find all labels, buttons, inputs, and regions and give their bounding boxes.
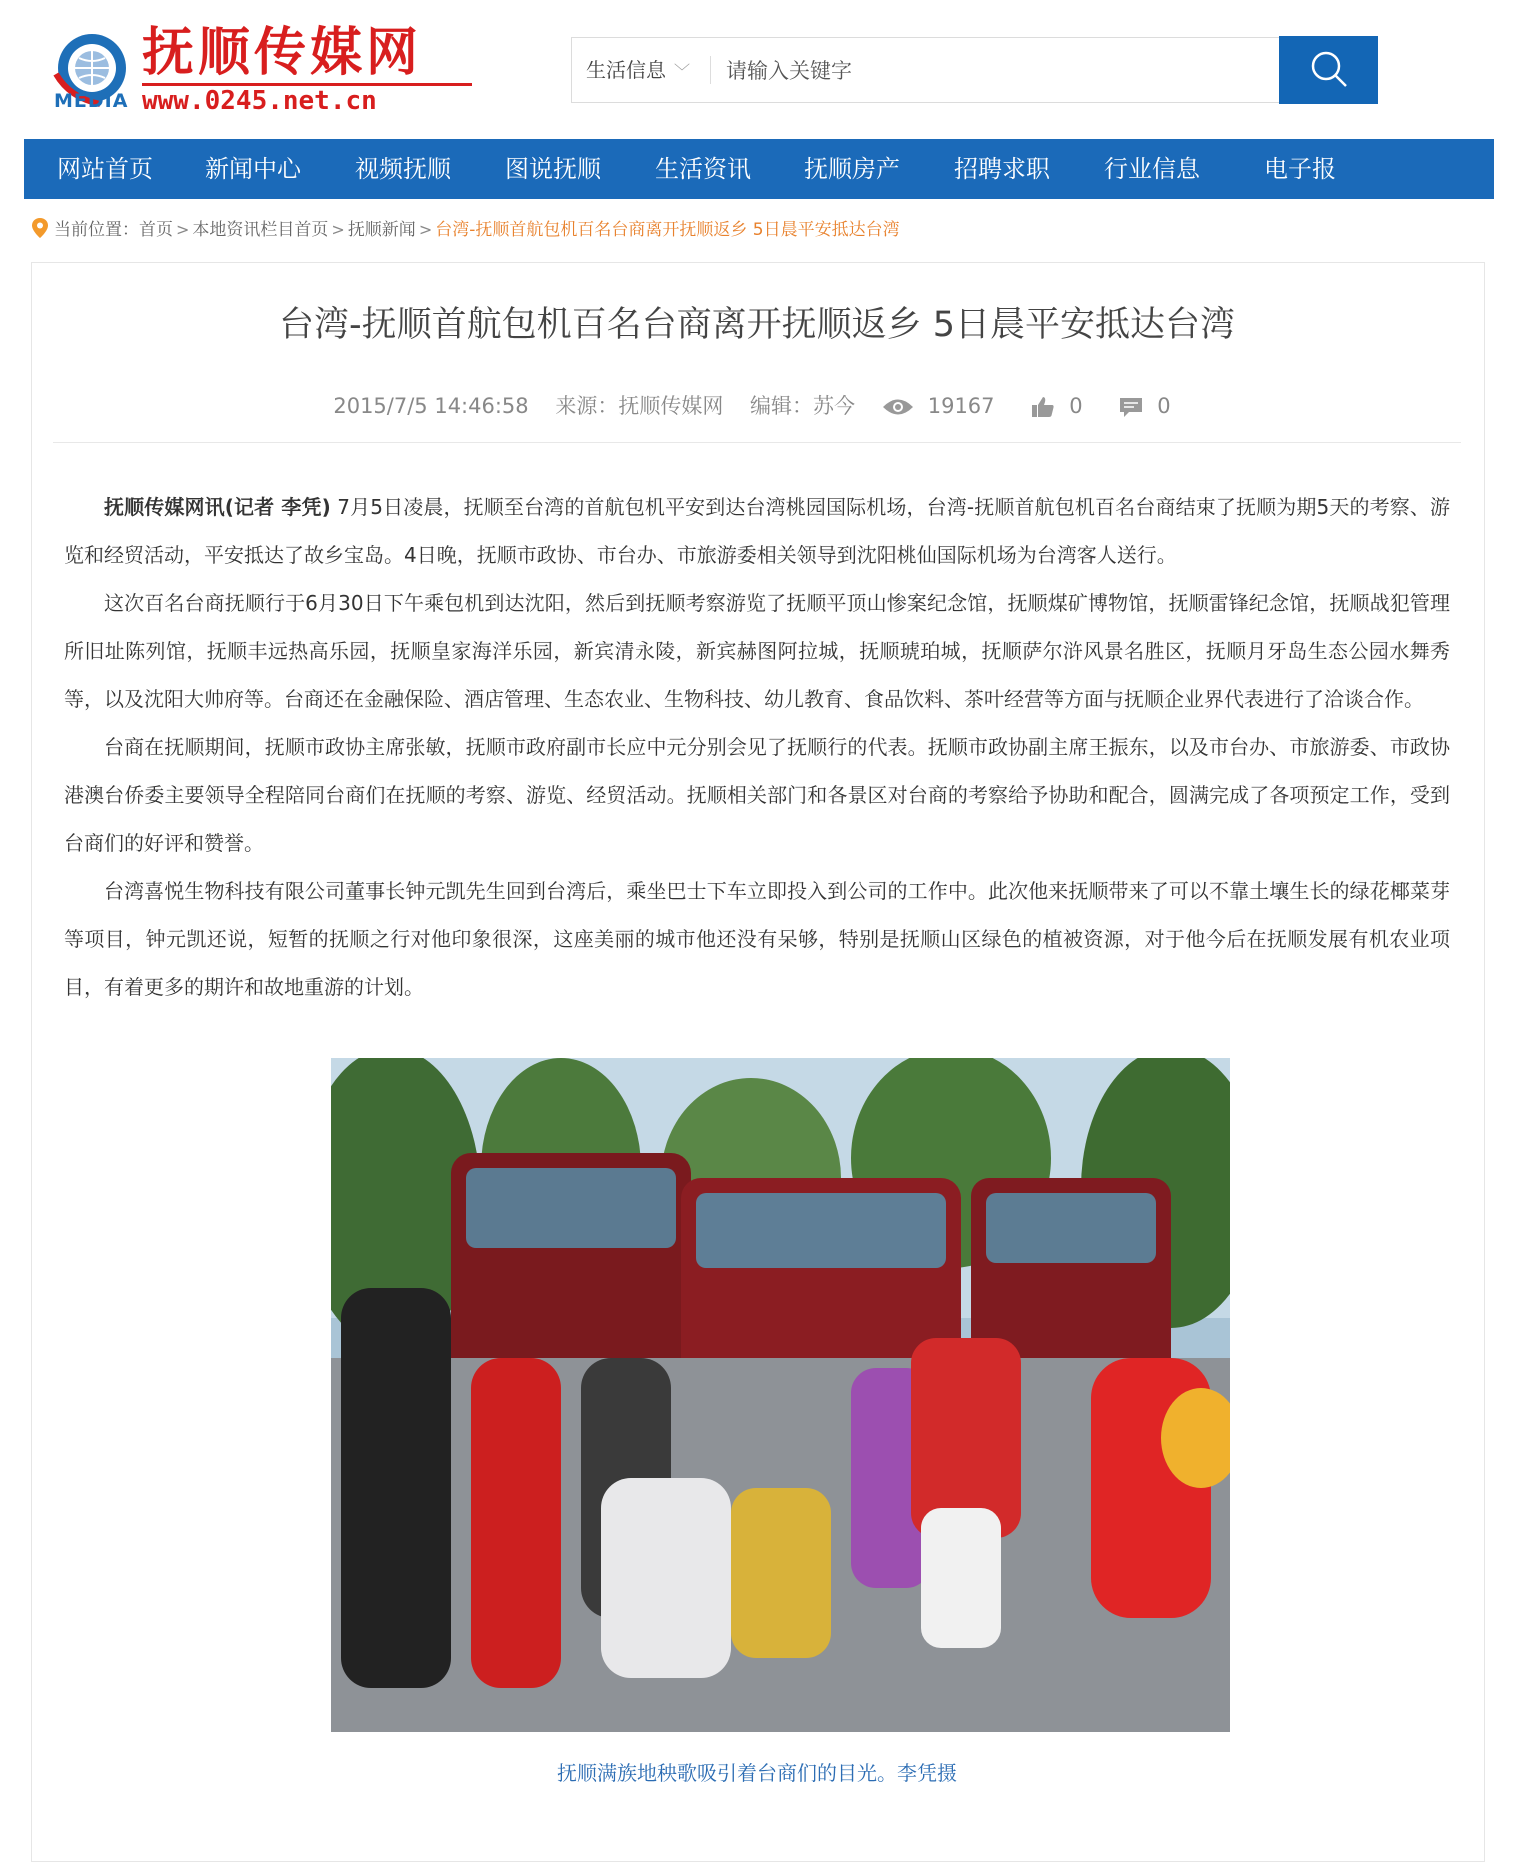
search-icon xyxy=(1309,49,1349,89)
comment-icon xyxy=(1119,396,1143,418)
breadcrumb-prefix: 当前位置： xyxy=(54,220,139,240)
nav-item-house[interactable]: 抚顺房产 xyxy=(804,155,900,183)
eye-icon xyxy=(882,396,914,418)
chevron-right-icon: > xyxy=(176,220,190,239)
breadcrumb xyxy=(30,216,900,244)
thumbs-up-icon xyxy=(1031,396,1055,418)
search-category-label: 生活信息 xyxy=(586,58,666,82)
chevron-right-icon: > xyxy=(418,220,433,239)
nav-item-life[interactable]: 生活资讯 xyxy=(655,155,751,183)
article-lead: 抚顺传媒网讯(记者 李凭) xyxy=(104,495,331,519)
comment-button[interactable] xyxy=(1119,394,1180,418)
article-paragraph xyxy=(64,483,1450,579)
main-nav xyxy=(24,139,1494,199)
nav-item-jobs[interactable]: 招聘求职 xyxy=(954,155,1050,183)
photo-illustration xyxy=(331,1058,1230,1732)
nav-item-video[interactable]: 视频抚顺 xyxy=(355,155,451,183)
site-logo[interactable] xyxy=(50,22,430,117)
breadcrumb-current: 台湾-抚顺首航包机百名台商离开抚顺返乡 5日晨平安抵达台湾 xyxy=(435,220,900,240)
breadcrumb-local-news[interactable]: 本地资讯栏目首页 xyxy=(192,220,329,240)
logo-text: 抚顺传媒网 xyxy=(142,22,423,83)
nav-item-epaper[interactable]: 电子报 xyxy=(1264,155,1336,183)
meta-divider xyxy=(53,442,1461,443)
article-title: 台湾-抚顺首航包机百名台商离开抚顺返乡 5日晨平安抵达台湾 xyxy=(278,305,1236,345)
breadcrumb-fushun-news[interactable]: 抚顺新闻 xyxy=(347,220,416,240)
nav-item-home[interactable]: 网站首页 xyxy=(57,155,153,183)
search-category-select[interactable] xyxy=(586,38,690,102)
search-separator xyxy=(710,56,711,84)
nav-item-industry[interactable]: 行业信息 xyxy=(1104,155,1200,183)
paragraph-text: 7月5日凌晨，抚顺至台湾的首航包机平安到达台湾桃园国际机场，台湾-抚顺首航包机百名台商结束了抚顺为期5天的考察、游览和经贸活动，平安抵达了故乡宝岛。4日晚，抚顺市政协、市台办、市旅游委相关领导到沈阳桃仙国际机场为台湾客人送行。 xyxy=(64,495,1450,567)
nav-item-news[interactable]: 新闻中心 xyxy=(205,155,301,183)
search-button[interactable] xyxy=(1279,36,1378,104)
location-pin-icon xyxy=(30,217,50,239)
view-count xyxy=(882,394,1005,418)
article-meta xyxy=(0,390,1514,422)
logo-url: www.0245.net.cn xyxy=(142,86,377,116)
logo-media-text: MEDIA xyxy=(54,90,129,112)
search-input[interactable] xyxy=(724,44,1328,98)
article-paragraph: 台商在抚顺期间，抚顺市政协主席张敏，抚顺市政府副市长应中元分别会见了抚顺行的代表。抚顺市政协副主席王振东，以及市台办、市旅游委、市政协港澳台侨委主要领导全程陪同台商们在抚顺的考察、游览、经贸活动。抚顺相关部门和各景区对台商的考察给予协助和配合，圆满完成了各项预定工作，受到台商们的好评和赞誉。 xyxy=(64,735,1450,855)
article-date: 2015/7/5 14:46:58 xyxy=(333,394,529,418)
chevron-down-icon: ﹀ xyxy=(674,62,691,81)
breadcrumb-home[interactable]: 首页 xyxy=(139,220,173,240)
view-count-value: 19167 xyxy=(927,394,995,418)
nav-item-photo[interactable]: 图说抚顺 xyxy=(505,155,601,183)
like-button[interactable] xyxy=(1031,394,1092,418)
article-paragraph: 台湾喜悦生物科技有限公司董事长钟元凯先生回到台湾后，乘坐巴士下车立即投入到公司的工作中。此次他来抚顺带来了可以不靠土壤生长的绿花椰菜芽等项目，钟元凯还说，短暂的抚顺之行对他印象很深，这座美丽的城市他还没有呆够，特别是抚顺山区绿色的植被资源，对于他今后在抚顺发展有机农业项目，有着更多的期许和故地重游的计划。 xyxy=(64,879,1450,999)
search-box xyxy=(571,37,1377,103)
photo-caption: 抚顺满族地秧歌吸引着台商们的目光。李凭摄 xyxy=(557,1761,957,1785)
chevron-right-icon: > xyxy=(331,220,345,239)
article-source: 来源：抚顺传媒网 xyxy=(555,394,724,418)
comment-count: 0 xyxy=(1157,394,1171,418)
like-count: 0 xyxy=(1069,394,1083,418)
article-photo xyxy=(331,1058,1230,1732)
article-editor: 编辑：苏今 xyxy=(750,394,856,418)
article-body xyxy=(64,483,1450,1011)
article-paragraph: 这次百名台商抚顺行于6月30日下午乘包机到达沈阳，然后到抚顺考察游览了抚顺平顶山惨案纪念馆，抚顺煤矿博物馆，抚顺雷锋纪念馆，抚顺战犯管理所旧址陈列馆，抚顺丰远热高乐园，抚顺皇家海洋乐园，新宾清永陵，新宾赫图阿拉城，抚顺琥珀城，抚顺萨尔浒风景名胜区，抚顺月牙岛生态公园水舞秀等，以及沈阳大帅府等。台商还在金融保险、酒店管理、生态农业、生物科技、幼儿教育、食品饮料、茶叶经营等方面与抚顺企业界代表进行了洽谈合作。 xyxy=(64,591,1450,711)
